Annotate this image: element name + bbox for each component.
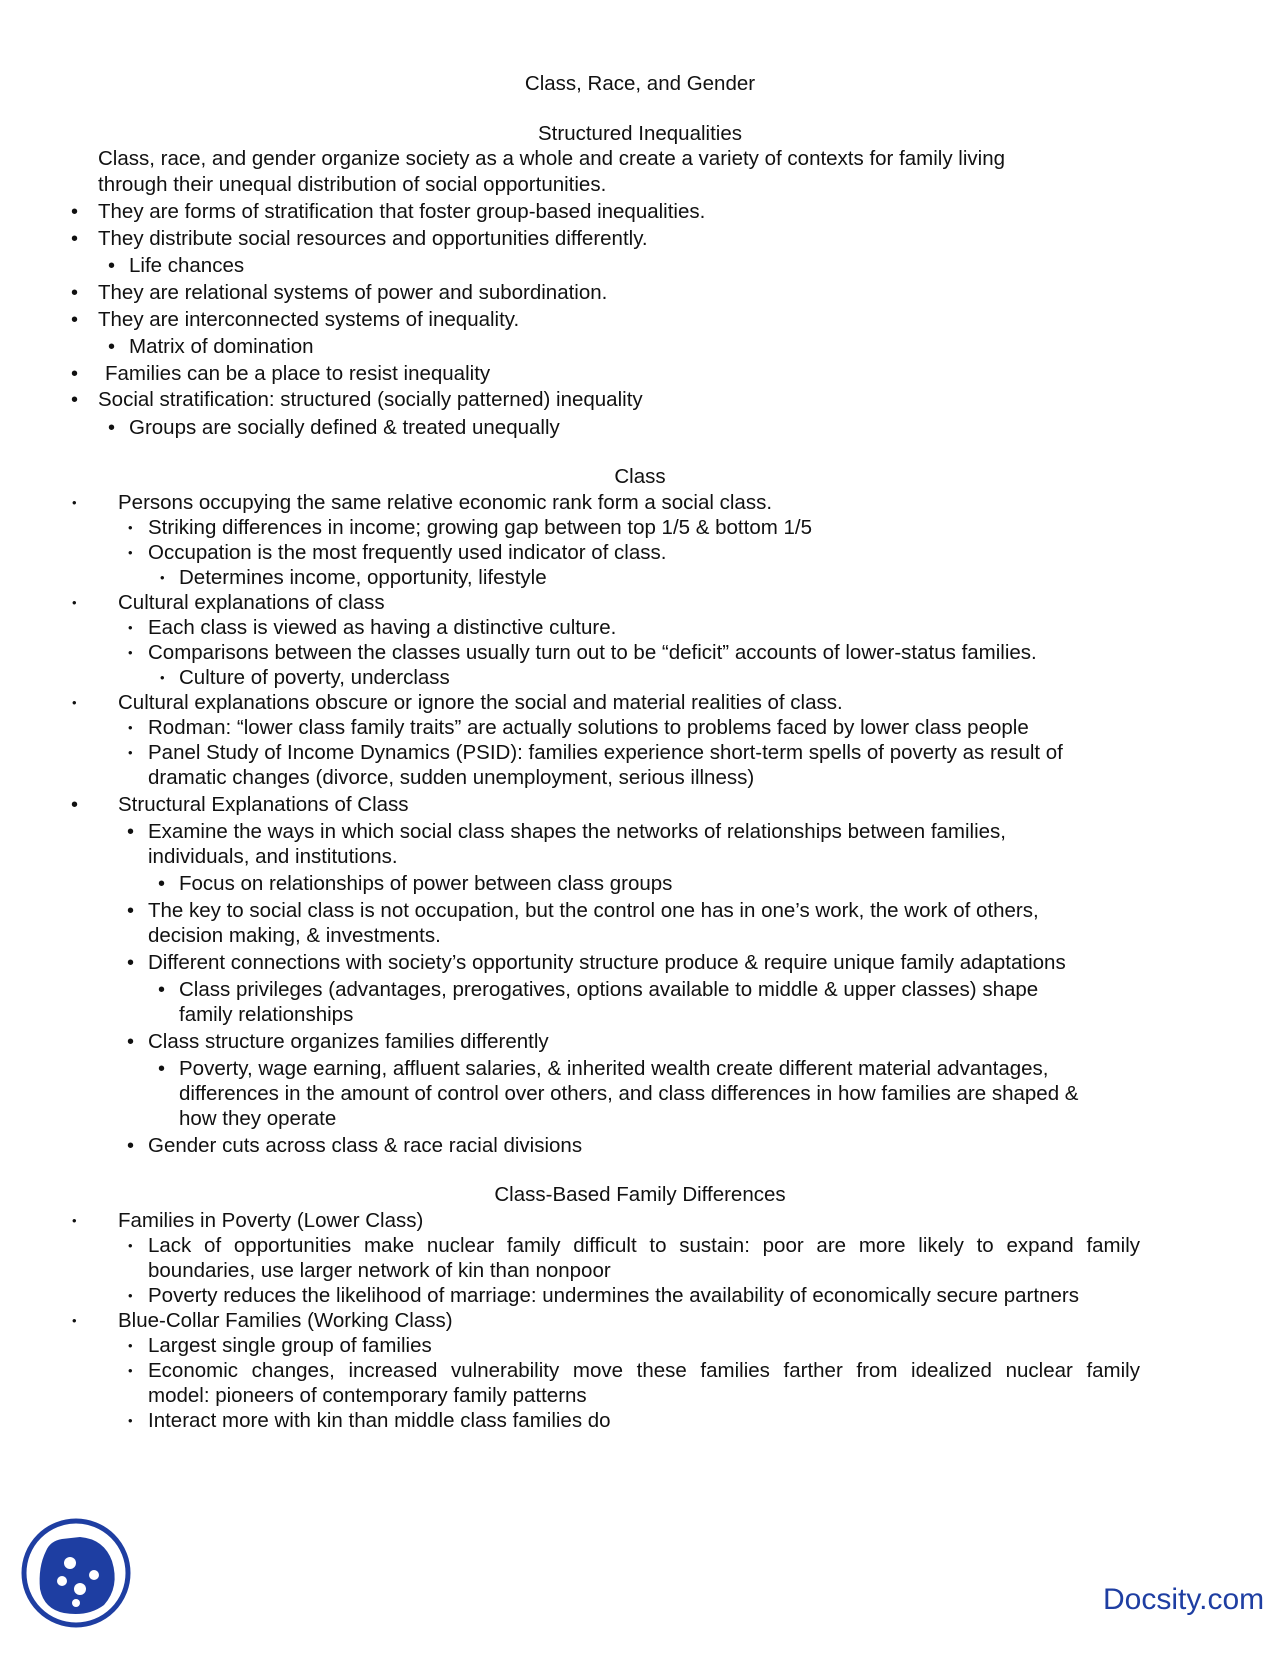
list-item-continuation: model: pioneers of contemporary family patterns xyxy=(148,1384,587,1407)
list-item: Largest single group of families xyxy=(148,1334,432,1357)
bullet: • xyxy=(71,201,79,223)
bullet: • xyxy=(158,979,166,1001)
bullet: • xyxy=(71,282,79,304)
list-item-continuation: differences in the amount of control over others, and class differences in how families are shaped & xyxy=(179,1082,1079,1105)
list-item: Groups are socially defined & treated unequally xyxy=(129,416,560,439)
list-item: Blue-Collar Families (Working Class) xyxy=(118,1309,453,1332)
bullet: • xyxy=(127,821,135,843)
list-item: Culture of poverty, underclass xyxy=(179,666,450,689)
list-item: Matrix of domination xyxy=(129,335,314,358)
list-item: The key to social class is not occupation, but the control one has in one’s work, the work of others, xyxy=(148,899,1039,922)
list-item: Social stratification: structured (socially patterned) inequality xyxy=(98,388,643,411)
docsity-brand-link[interactable]: Docsity.com xyxy=(1103,1583,1265,1616)
list-item: Different connections with society’s opportunity structure produce & require unique family adaptations xyxy=(148,951,1066,974)
bullet: • xyxy=(72,1213,77,1228)
docsity-logo-icon xyxy=(20,1517,132,1629)
list-item-continuation: individuals, and institutions. xyxy=(148,845,398,868)
list-item-continuation: dramatic changes (divorce, sudden unemployment, serious illness) xyxy=(148,766,755,789)
list-item: They are forms of stratification that foster group-based inequalities. xyxy=(98,200,706,223)
list-item-continuation: how they operate xyxy=(179,1107,337,1130)
bullet: • xyxy=(128,720,133,735)
list-item: They distribute social resources and opportunities differently. xyxy=(98,227,648,250)
bullet: • xyxy=(71,309,79,331)
bullet: • xyxy=(108,255,116,277)
bullet: • xyxy=(160,670,165,685)
list-item: Gender cuts across class & race racial divisions xyxy=(148,1134,583,1157)
list-item: They are interconnected systems of inequality. xyxy=(98,308,520,331)
bullet: • xyxy=(72,1313,77,1328)
list-item: Panel Study of Income Dynamics (PSID): families experience short-term spells of poverty as result of xyxy=(148,741,1063,764)
bullet: • xyxy=(160,570,165,585)
list-item: Economic changes, increased vulnerability move these families farther from idealized nuclear family xyxy=(148,1359,1140,1382)
list-item-continuation: boundaries, use larger network of kin than nonpoor xyxy=(148,1259,611,1282)
bullet: • xyxy=(128,645,133,660)
list-item: Cultural explanations of class xyxy=(118,591,385,614)
intro-text: Class, race, and gender organize society as a whole and create a variety of contexts for family living xyxy=(98,147,1006,170)
bullet: • xyxy=(71,794,79,816)
bullet: • xyxy=(127,900,135,922)
list-item: Lack of opportunities make nuclear family difficult to sustain: poor are more likely to expand family xyxy=(148,1234,1140,1257)
list-item: Poverty, wage earning, affluent salaries, & inherited wealth create different material advantages, xyxy=(179,1057,1049,1080)
bullet: • xyxy=(72,695,77,710)
list-item: Life chances xyxy=(129,254,245,277)
bullet: • xyxy=(127,1031,135,1053)
list-item: Interact more with kin than middle class families do xyxy=(148,1409,611,1432)
bullet: • xyxy=(128,520,133,535)
list-item: Class structure organizes families differently xyxy=(148,1030,549,1053)
list-item: They are relational systems of power and subordination. xyxy=(98,281,608,304)
bullet: • xyxy=(127,952,135,974)
bullet: • xyxy=(108,417,116,439)
bullet: • xyxy=(108,336,116,358)
section-heading-family: Class-Based Family Differences xyxy=(494,1183,786,1206)
list-item: Determines income, opportunity, lifestyle xyxy=(179,566,547,589)
list-item: Persons occupying the same relative economic rank form a social class. xyxy=(118,491,773,514)
list-item: Occupation is the most frequently used indicator of class. xyxy=(148,541,667,564)
list-item: Cultural explanations obscure or ignore the social and material realities of class. xyxy=(118,691,843,714)
bullet: • xyxy=(71,228,79,250)
list-item: Striking differences in income; growing gap between top 1/5 & bottom 1/5 xyxy=(148,516,812,539)
bullet: • xyxy=(158,873,166,895)
intro-text: through their unequal distribution of social opportunities. xyxy=(98,173,607,196)
bullet: • xyxy=(158,1058,166,1080)
bullet: • xyxy=(71,363,79,385)
list-item: Families in Poverty (Lower Class) xyxy=(118,1209,424,1232)
bullet: • xyxy=(128,1338,133,1353)
bullet: • xyxy=(72,495,77,510)
bullet: • xyxy=(128,1238,133,1253)
section-heading-class: Class xyxy=(614,465,666,488)
bullet: • xyxy=(71,389,79,411)
bullet: • xyxy=(128,1363,133,1378)
list-item: Each class is viewed as having a distinctive culture. xyxy=(148,616,617,639)
list-item-continuation: family relationships xyxy=(179,1003,354,1026)
list-item: Families can be a place to resist inequality xyxy=(105,362,491,385)
bullet: • xyxy=(128,1413,133,1428)
section-heading-structured: Structured Inequalities xyxy=(538,122,742,145)
document-title: Class, Race, and Gender xyxy=(524,72,756,95)
bullet: • xyxy=(128,545,133,560)
bullet: • xyxy=(72,595,77,610)
list-item: Rodman: “lower class family traits” are actually solutions to problems faced by lower class people xyxy=(148,716,1029,739)
list-item: Class privileges (advantages, prerogatives, options available to middle & upper classes) shape xyxy=(179,978,1039,1001)
bullet: • xyxy=(128,620,133,635)
bullet: • xyxy=(127,1135,135,1157)
bullet: • xyxy=(128,1288,133,1303)
list-item: Examine the ways in which social class shapes the networks of relationships between families, xyxy=(148,820,1006,843)
list-item: Poverty reduces the likelihood of marriage: undermines the availability of economically secure partners xyxy=(148,1284,1079,1307)
list-item: Comparisons between the classes usually turn out to be “deficit” accounts of lower-status families. xyxy=(148,641,1037,664)
list-item: Structural Explanations of Class xyxy=(118,793,409,816)
list-item-continuation: decision making, & investments. xyxy=(148,924,441,947)
bullet: • xyxy=(128,745,133,760)
list-item: Focus on relationships of power between class groups xyxy=(179,872,673,895)
